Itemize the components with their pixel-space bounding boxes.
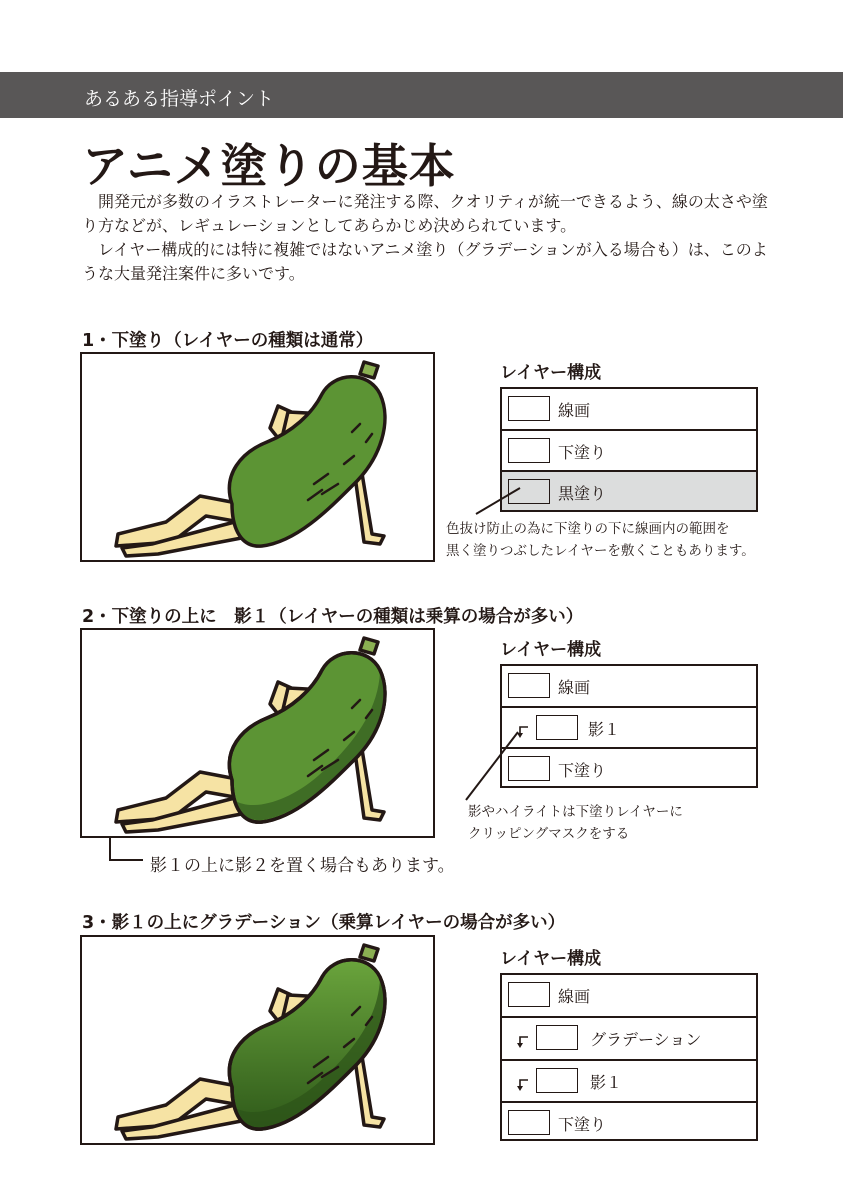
layer-row[interactable] <box>502 975 756 1016</box>
section-2-illustration <box>80 628 435 838</box>
section-2-leader-line <box>460 728 530 804</box>
layer-name: 線画 <box>558 401 591 420</box>
intro-text <box>82 190 772 286</box>
section-1-note <box>446 518 755 562</box>
section-2-heading: 2・下塗りの上に 影１（レイヤーの種類は乗算の場合が多い） <box>82 607 584 627</box>
layer-row[interactable] <box>502 1101 756 1139</box>
layer-row[interactable] <box>502 747 756 786</box>
layer-name: 下塗り <box>558 443 607 462</box>
layer-name: 影１ <box>588 720 621 739</box>
layer-name: グラデーション <box>590 1030 702 1049</box>
layer-thumbnail <box>536 1068 578 1093</box>
layer-row[interactable] <box>502 429 756 470</box>
layer-row[interactable] <box>502 706 756 747</box>
layer-row[interactable] <box>502 666 756 707</box>
page-title: アニメ塗りの基本 <box>82 139 456 193</box>
layer-row[interactable] <box>502 389 756 430</box>
section-1-layers-title: レイヤー構成 <box>500 363 602 383</box>
section-1-heading: 1・下塗り（レイヤーの種類は通常） <box>82 331 374 351</box>
layer-name: 下塗り <box>558 761 607 780</box>
intro-paragraph-1: 開発元が多数のイラストレーターに発注する際、クオリティが統一できるよう、線の太さや塗り方などが、レギュレーションとしてあらかじめ決められています。 <box>82 192 768 235</box>
section-2-layer-panel <box>500 664 758 788</box>
note-line: クリッピングマスクをする <box>468 826 630 842</box>
cucumber-gradient-image <box>82 937 433 1143</box>
cucumber-flat-image <box>82 354 433 560</box>
section-3-illustration <box>80 935 435 1145</box>
section-1-leader-line <box>470 480 530 520</box>
layer-thumbnail <box>508 396 550 421</box>
section-2-sub-note: 影１の上に影２を置く場合もあります。 <box>150 856 455 876</box>
layer-thumbnail <box>536 1025 578 1050</box>
note-line: 黒く塗りつぶしたレイヤーを敷くこともあります。 <box>446 543 755 559</box>
layer-row[interactable] <box>502 470 756 510</box>
note-line: 影やハイライトは下塗りレイヤーに <box>468 804 683 820</box>
layer-name: 線画 <box>558 987 591 1006</box>
clipping-arrow-icon <box>516 1035 530 1049</box>
clipping-arrow-icon <box>516 1078 530 1092</box>
layer-name: 影１ <box>590 1073 623 1092</box>
section-1-layer-panel <box>500 387 758 512</box>
layer-name: 下塗り <box>558 1115 607 1134</box>
sub-note-bracket <box>107 838 147 864</box>
section-2-layers-title: レイヤー構成 <box>500 640 602 660</box>
section-3-layers-title: レイヤー構成 <box>500 949 602 969</box>
banner-label: あるある指導ポイント <box>84 88 275 110</box>
layer-thumbnail <box>508 438 550 463</box>
layer-thumbnail <box>536 715 578 740</box>
section-1-illustration <box>80 352 435 562</box>
cucumber-shadow-image <box>82 630 433 836</box>
layer-row[interactable] <box>502 1059 756 1100</box>
section-3-layer-panel <box>500 973 758 1141</box>
section-2-note <box>468 801 683 845</box>
layer-name: 線画 <box>558 678 591 697</box>
note-line: 色抜け防止の為に下塗りの下に線画内の範囲を <box>446 521 730 537</box>
layer-thumbnail <box>508 982 550 1007</box>
intro-paragraph-2: レイヤー構成的には特に複雑ではないアニメ塗り（グラデーションが入る場合も）は、このような大量発注案件に多いです。 <box>82 240 768 283</box>
layer-row[interactable] <box>502 1016 756 1057</box>
layer-thumbnail <box>508 1110 550 1135</box>
section-3-heading: 3・影１の上にグラデーション（乗算レイヤーの場合が多い） <box>82 913 566 933</box>
layer-name: 黒塗り <box>558 484 607 503</box>
layer-thumbnail <box>508 673 550 698</box>
